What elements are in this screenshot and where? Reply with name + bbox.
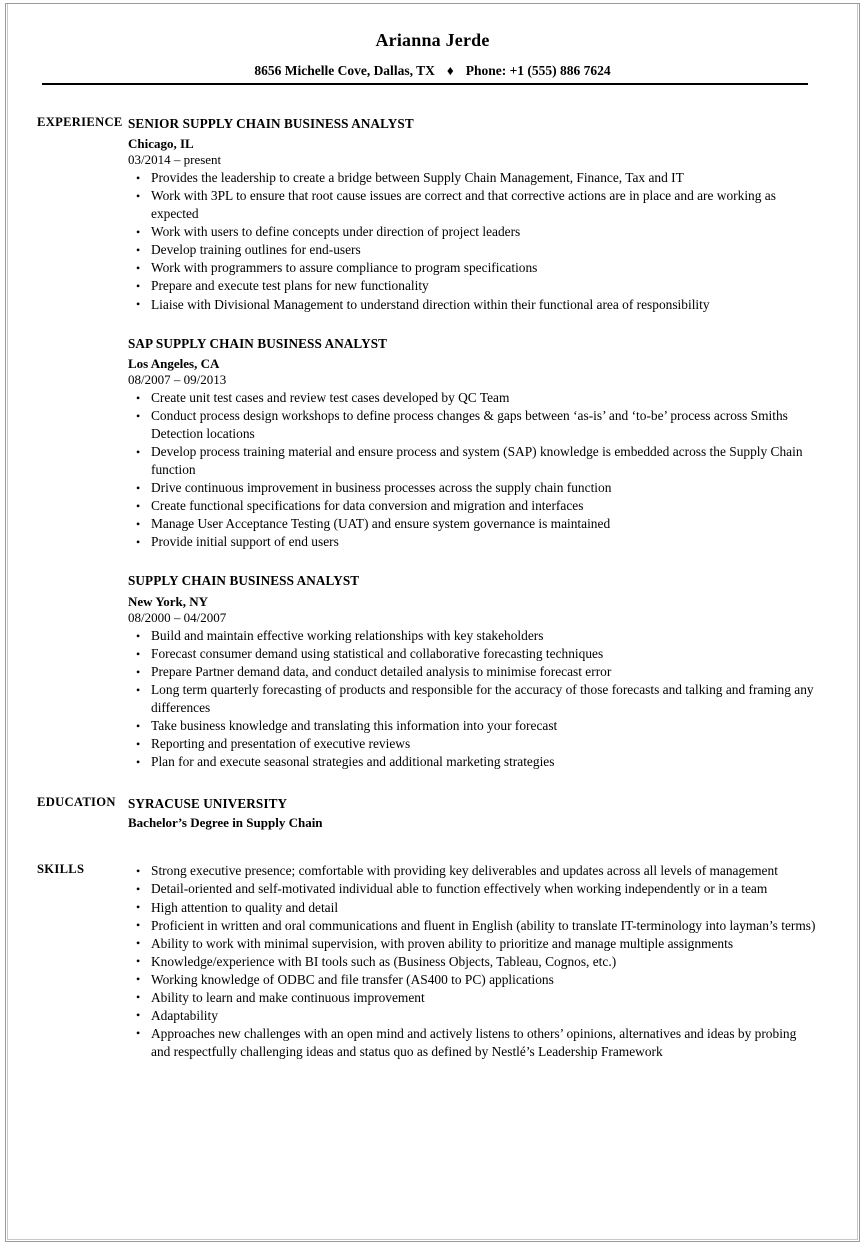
education-section <box>9 795 856 831</box>
education-section-body <box>128 795 856 831</box>
job-bullet: • Manage User Acceptance Testing (UAT) and ensure system governance is maintained <box>128 515 818 533</box>
job-bullet: • Plan for and execute seasonal strategies and additional marketing strategies <box>128 753 818 771</box>
job-bullet-list <box>128 627 818 771</box>
job-bullet: • Long term quarterly forecasting of products and responsible for the accuracy of those forecasts and talking and framing any differences <box>128 681 818 717</box>
experience-entry <box>128 115 818 314</box>
contact-line <box>9 64 856 79</box>
skill-bullet: • High attention to quality and detail <box>128 899 818 917</box>
skill-bullet: • Adaptability <box>128 1007 818 1025</box>
job-location: New York, NY <box>128 593 209 609</box>
experience-section-label: EXPERIENCE <box>37 114 123 129</box>
education-degree: Bachelor’s Degree in Supply Chain <box>128 814 323 830</box>
skills-section-body <box>128 862 856 1060</box>
job-bullet: • Conduct process design workshops to define process changes & gaps between ‘as-is’ and ‘to-be’ process across Smiths Detection locations <box>128 407 818 443</box>
job-bullet: • Create unit test cases and review test cases developed by QC Team <box>128 389 818 407</box>
job-bullet: • Build and maintain effective working relationships with key stakeholders <box>128 627 818 645</box>
job-bullet: • Provides the leadership to create a bridge between Supply Chain Management, Finance, Tax and IT <box>128 169 818 187</box>
job-bullet: • Work with users to define concepts under direction of project leaders <box>128 223 818 241</box>
experience-entry <box>128 335 818 552</box>
job-bullet-list <box>128 389 818 551</box>
education-school: SYRACUSE UNIVERSITY <box>128 796 288 812</box>
skill-bullet: • Ability to learn and make continuous improvement <box>128 989 818 1007</box>
job-title: SENIOR SUPPLY CHAIN BUSINESS ANALYST <box>128 115 414 131</box>
skill-bullet: • Ability to work with minimal supervision, with proven ability to prioritize and manage multiple assignments <box>128 935 818 953</box>
skill-bullet: • Strong executive presence; comfortable with providing key deliverables and updates across all levels of management <box>128 862 818 880</box>
entry-gap <box>128 551 818 572</box>
job-bullet: • Forecast consumer demand using statistical and collaborative forecasting techniques <box>128 645 818 663</box>
job-bullet-list <box>128 169 818 313</box>
section-gap-skills <box>9 831 856 862</box>
job-bullet: • Develop process training material and ensure process and system (SAP) knowledge is embedded across the Supply Chain function <box>128 443 818 479</box>
job-bullet: • Reporting and presentation of executive reviews <box>128 735 818 753</box>
job-bullet: • Provide initial support of end users <box>128 533 818 551</box>
experience-section-body <box>128 115 856 772</box>
job-bullet: • Work with 3PL to ensure that root cause issues are correct and that corrective actions are in place and are working as expected <box>128 187 818 223</box>
job-bullet: • Develop training outlines for end-users <box>128 241 818 259</box>
job-title: SUPPLY CHAIN BUSINESS ANALYST <box>128 573 360 589</box>
header-divider-rule <box>42 83 808 85</box>
job-bullet: • Take business knowledge and translating this information into your forecast <box>128 717 818 735</box>
job-bullet: • Prepare Partner demand data, and conduct detailed analysis to minimise forecast error <box>128 663 818 681</box>
education-section-label: EDUCATION <box>37 795 116 810</box>
skills-bullet-list <box>128 862 818 1060</box>
job-bullet: • Work with programmers to assure compliance to program specifications <box>128 259 818 277</box>
job-bullet: • Liaise with Divisional Management to understand direction within their functional area of responsibility <box>128 296 818 314</box>
resume-sheet <box>9 5 856 1238</box>
job-bullet: • Prepare and execute test plans for new functionality <box>128 277 818 295</box>
skill-bullet: • Knowledge/experience with BI tools such as (Business Objects, Tableau, Cognos, etc.) <box>128 953 818 971</box>
job-location: Los Angeles, CA <box>128 355 220 371</box>
resume-header <box>9 31 856 79</box>
skills-section-label: SKILLS <box>37 862 85 877</box>
job-bullet: • Drive continuous improvement in business processes across the supply chain function <box>128 479 818 497</box>
section-gap-education <box>9 771 856 795</box>
contact-address: 8656 Michelle Cove, Dallas, TX <box>254 62 435 78</box>
job-dates: 03/2014 – present <box>128 152 222 168</box>
experience-entry <box>128 572 818 771</box>
job-bullet: • Create functional specifications for data conversion and migration and interfaces <box>128 497 818 515</box>
skill-bullet: • Working knowledge of ODBC and file transfer (AS400 to PC) applications <box>128 971 818 989</box>
entry-gap <box>128 314 818 335</box>
job-dates: 08/2000 – 04/2007 <box>128 609 227 625</box>
skill-bullet: • Proficient in written and oral communications and fluent in English (ability to translate IT-terminology into layman’s terms) <box>128 917 818 935</box>
job-dates: 08/2007 – 09/2013 <box>128 371 227 387</box>
job-title: SAP SUPPLY CHAIN BUSINESS ANALYST <box>128 335 388 351</box>
experience-section <box>9 115 856 772</box>
skill-bullet: • Approaches new challenges with an open mind and actively listens to others’ opinions, alternatives and ideas by probing and respectfully challenging ideas and status quo as defined by Nestlé’s Leadership Framework <box>128 1025 818 1061</box>
candidate-name: Arianna Jerde <box>375 30 490 50</box>
skill-bullet: • Detail-oriented and self-motivated individual able to function effectively when working independently or in a team <box>128 880 818 898</box>
job-location: Chicago, IL <box>128 135 194 151</box>
diamond-icon: ♦ <box>446 62 454 78</box>
skills-section <box>9 862 856 1060</box>
contact-phone: Phone: +1 (555) 886 7624 <box>465 62 611 78</box>
